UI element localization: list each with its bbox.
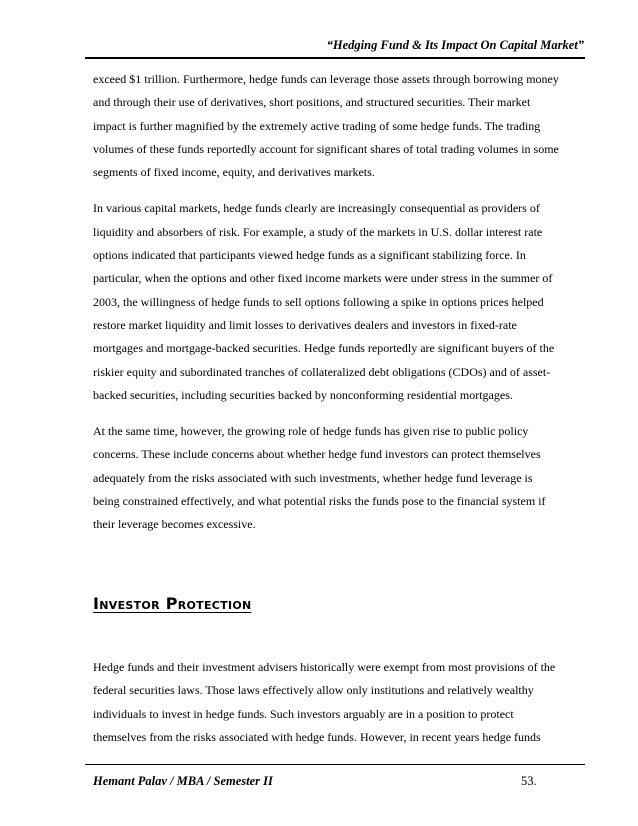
text-line: adequately from the risks associated with such investments, whether hedge fund leverage is (93, 470, 533, 485)
text-line: liquidity and absorbers of risk. For example, a study of the markets in U.S. dollar interest rate (93, 224, 543, 239)
page-header-title: “Hedging Fund & Its Impact On Capital Market” (326, 38, 584, 52)
paragraph-2 (93, 197, 583, 407)
text-line: backed securities, including securities backed by nonconforming residential mortgages. (93, 387, 513, 402)
paragraph-3 (93, 420, 583, 536)
text-line: concerns. These include concerns about whether hedge fund investors can protect themselves (93, 447, 541, 462)
text-line: their leverage becomes excessive. (93, 517, 256, 532)
text-line: segments of fixed income, equity, and derivatives markets. (93, 165, 375, 180)
text-line: themselves from the risks associated with hedge funds. However, in recent years hedge funds (93, 729, 541, 744)
text-line: exceed $1 trillion. Furthermore, hedge funds can leverage those assets through borrowing money (93, 72, 559, 86)
section-body (93, 656, 583, 749)
text-line: federal securities laws. Those laws effectively allow only institutions and relatively wealthy (93, 683, 534, 698)
text-line: impact is further magnified by the extremely active trading of some hedge funds. The trading (93, 118, 541, 133)
page-number: 53. (521, 774, 537, 788)
text-line: particular, when the options and other fixed income markets were under stress in the summer of (93, 271, 553, 286)
text-line: In various capital markets, hedge funds clearly are increasingly consequential as providers of (93, 201, 540, 216)
paragraph-4 (93, 656, 583, 749)
text-line: being constrained effectively, and what potential risks the funds pose to the financial system if (93, 494, 546, 509)
text-line: options indicated that participants viewed hedge funds as a significant stabilizing force. In (93, 248, 526, 263)
text-line: At the same time, however, the growing role of hedge funds has given rise to public policy (93, 424, 529, 439)
header-divider (85, 57, 585, 59)
footer-author: Hemant Palav / MBA / Semester II (93, 774, 273, 788)
paragraph-1 (93, 68, 583, 184)
text-line: individuals to invest in hedge funds. Such investors arguably are in a position to protect (93, 706, 514, 721)
text-line: riskier equity and subordinated tranches of collateralized debt obligations (CDOs) and of asset- (93, 364, 551, 379)
text-line: and through their use of derivatives, short positions, and structured securities. Their market (93, 95, 531, 110)
body-text (93, 68, 583, 537)
text-line: 2003, the willingness of hedge funds to sell options following a spike in options prices helped (93, 294, 544, 309)
text-line: volumes of these funds reportedly account for significant shares of total trading volumes in some (93, 141, 559, 156)
section-heading: Investor Protection (93, 594, 252, 613)
text-line: mortgages and mortgage-backed securities. Hedge funds reportedly are significant buyers of the (93, 341, 555, 356)
text-line: restore market liquidity and limit losses to derivatives dealers and investors in fixed-rate (93, 317, 517, 332)
text-line: Hedge funds and their investment advisers historically were exempt from most provisions of the (93, 660, 556, 674)
footer-divider (85, 764, 585, 765)
